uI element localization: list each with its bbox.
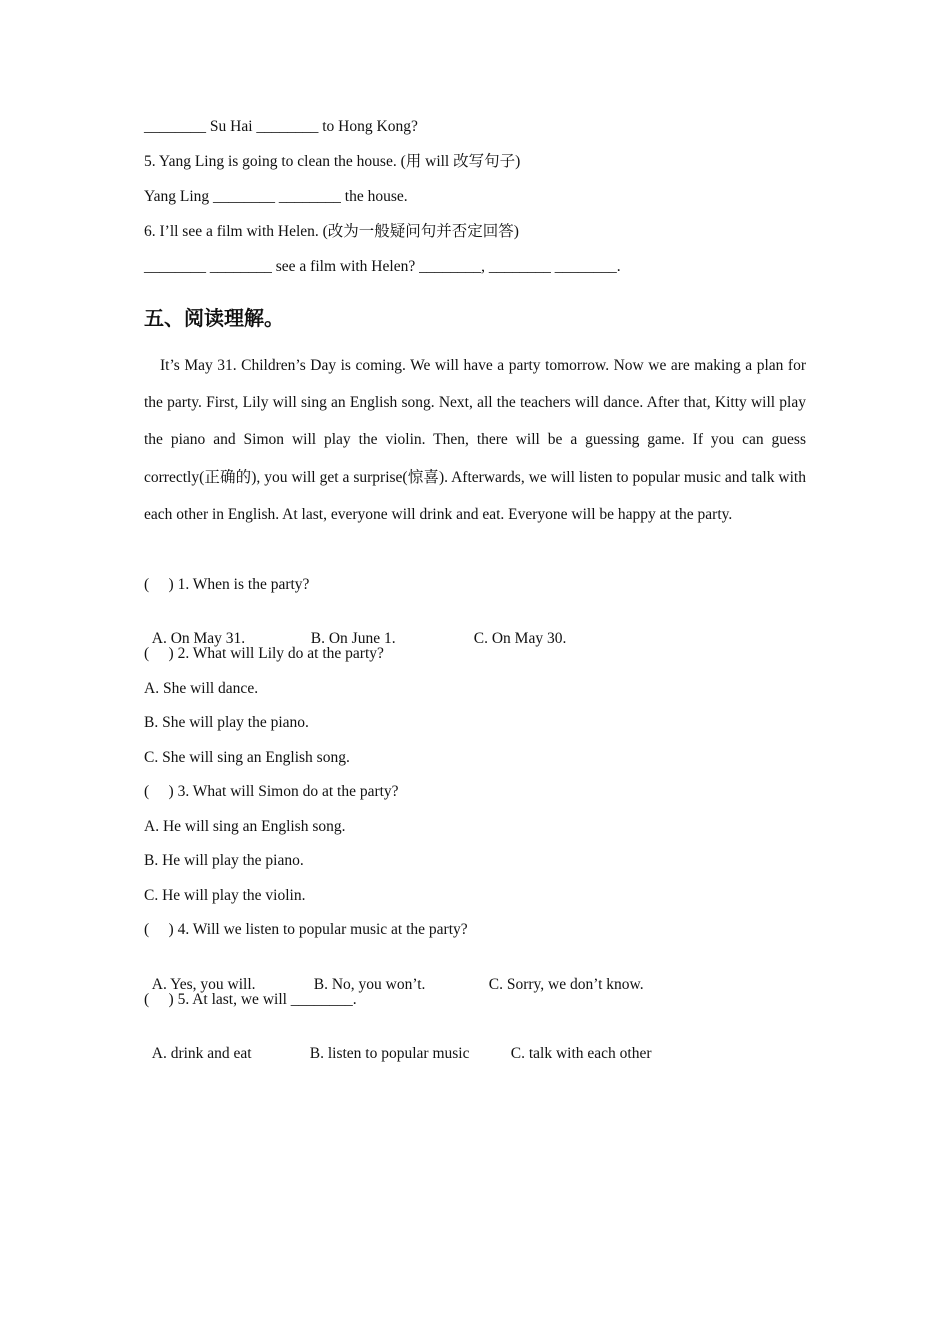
- option-a: A. She will dance.: [144, 680, 259, 697]
- option-b: B. She will play the piano.: [144, 714, 309, 731]
- option-c: C. Sorry, we don’t know.: [488, 976, 644, 993]
- option-c: C. He will play the violin.: [144, 887, 306, 904]
- question-options: [144, 955, 644, 995]
- section-title: 五、阅读理解。: [144, 306, 284, 330]
- option-b: B. He will play the piano.: [144, 852, 304, 869]
- question-options: [144, 1024, 652, 1064]
- question-stem: ( ) 1. When is the party?: [144, 576, 310, 593]
- exercise-line: 5. Yang Ling is going to clean the house. (用 will 改写句子): [144, 153, 521, 170]
- option-a: A. Yes, you will.: [151, 976, 256, 993]
- question-stem: ( ) 2. What will Lily do at the party?: [144, 645, 384, 662]
- option-a: A. On May 31.: [151, 630, 246, 647]
- option-b: B. No, you won’t.: [313, 976, 426, 993]
- exercise-line: ________ ________ see a film with Helen? ________, ________ ________.: [144, 258, 621, 275]
- exercise-line: Yang Ling ________ ________ the house.: [144, 188, 408, 205]
- question-stem: ( ) 3. What will Simon do at the party?: [144, 783, 399, 800]
- option-c: C. On May 30.: [473, 630, 567, 647]
- option-b: B. listen to popular music: [309, 1045, 470, 1062]
- option-c: C. She will sing an English song.: [144, 749, 350, 766]
- question-options: [144, 609, 566, 649]
- option-b: B. On June 1.: [310, 630, 396, 647]
- question-stem: ( ) 4. Will we listen to popular music at the party?: [144, 921, 468, 938]
- exercise-line: ________ Su Hai ________ to Hong Kong?: [144, 118, 418, 135]
- reading-passage: It’s May 31. Children’s Day is coming. We will have a party tomorrow. Now we are making a plan for the party. First, Lily will sing an English song. Next, all the teachers will dance. After that, Kitty will play the piano and Simon will play the violin. Then, there will be a guessing game. If you can guess correctly(正确的), you will get a surprise(惊喜). Afterwards, we will listen to popular music and talk with each other in English. At last, everyone will drink and eat. Everyone will be happy at the party.: [144, 357, 806, 523]
- option-c: C. talk with each other: [510, 1045, 652, 1062]
- exercise-line: 6. I’ll see a film with Helen. (改为一般疑问句并否定回答): [144, 223, 519, 240]
- question-stem: ( ) 5. At last, we will ________.: [144, 991, 357, 1008]
- option-a: A. He will sing an English song.: [144, 818, 346, 835]
- option-a: A. drink and eat: [151, 1045, 252, 1062]
